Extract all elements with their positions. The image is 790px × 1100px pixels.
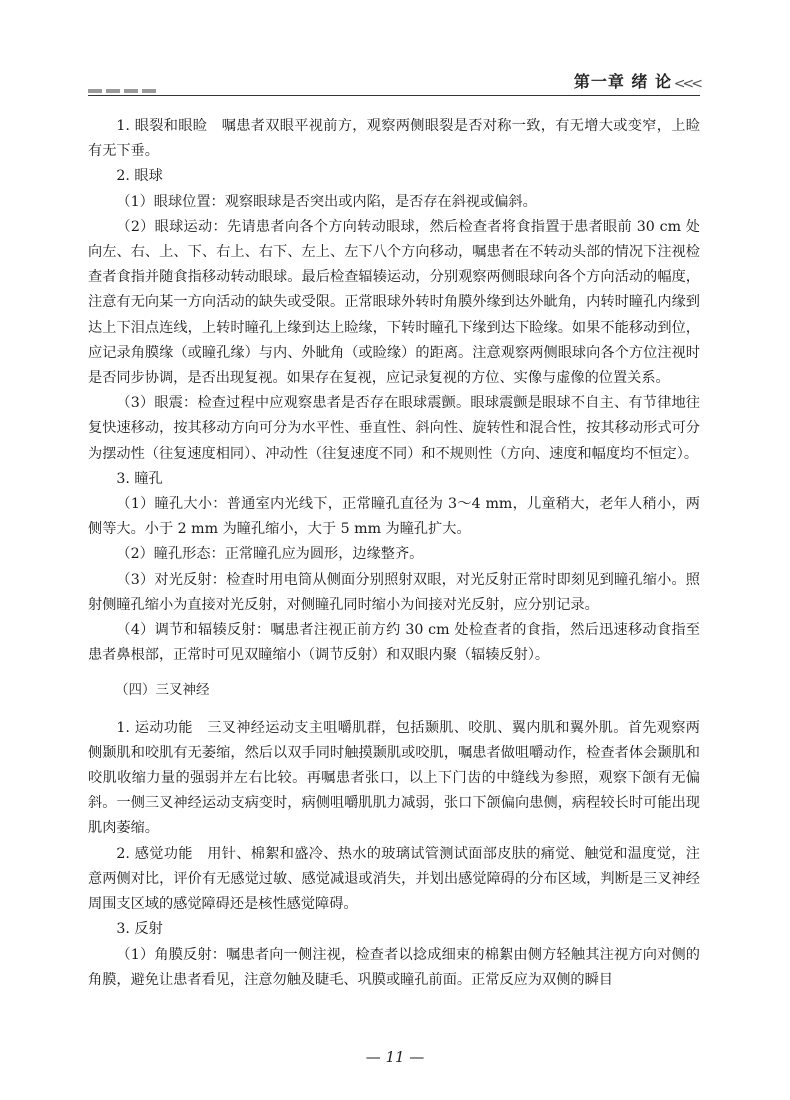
section-heading: （四）三叉神经 bbox=[115, 682, 210, 699]
paragraph: 2. 感觉功能 用针、棉絮和盛冷、热水的玻璃试管测试面部皮肤的痛觉、触觉和温度觉，注意两侧对比，评价有无感觉过敏、感觉减退或消失，并划出感觉障碍的分布区域，判断是三叉神经周围支区域的感觉障碍还是核性感觉障碍。 bbox=[88, 845, 700, 913]
paragraph: 3. 反射 bbox=[116, 921, 163, 938]
paragraph: （2）眼球运动：先请患者向各个方向转动眼球，然后检查者将食指置于患者眼前 30 cm 处向左、右、上、下、右上、右下、左上、左下八个方向移动，嘱患者在不转动头部的情况下注视检查者食指并随食指移动转动眼球。最后检查辐辏运动，分别观察两侧眼球向各个方向活动的幅度，注意有无向某一方向活动的缺失或受限。正常眼球外转时角膜外缘到达外眦角，内转时瞳孔内缘到达上下泪点连线，上转时瞳孔上缘到达上睑缘，下转时瞳孔下缘到达下睑缘。如果不能移动到位，应记录角膜缘（或瞳孔缘）与内、外眦角（或睑缘）的距离。注意观察两侧眼球向各个方位注视时是否同步协调，是否出现复视。如果存在复视，应记录复视的方位、实像与虚像的位置关系。 bbox=[88, 218, 700, 387]
page-body bbox=[88, 114, 700, 993]
paragraph: 3. 瞳孔 bbox=[116, 470, 163, 487]
paragraph: （4）调节和辐辏反射：嘱患者注视正前方约 30 cm 处检查者的食指，然后迅速移动食指至患者鼻根部，正常时可见双瞳缩小（调节反射）和双眼内聚（辐辏反射）。 bbox=[88, 622, 700, 664]
paragraph: （1）瞳孔大小：普通室内光线下，正常瞳孔直径为 3～4 mm，儿童稍大，老年人稍小，两侧等大。小于 2 mm 为瞳孔缩小，大于 5 mm 为瞳孔扩大。 bbox=[88, 496, 700, 538]
header-rule bbox=[88, 95, 700, 96]
chapter-title: 第一章 绪 论 bbox=[573, 72, 672, 91]
header-decoration bbox=[88, 89, 158, 93]
paragraph: 2. 眼球 bbox=[116, 168, 163, 185]
paragraph: （3）对光反射：检查时用电筒从侧面分别照射双眼，对光反射正常时即刻见到瞳孔缩小。照射侧瞳孔缩小为直接对光反射，对侧瞳孔同时缩小为间接对光反射，应分别记录。 bbox=[88, 571, 700, 613]
page-number: — 11 — bbox=[365, 1048, 425, 1066]
paragraph: （3）眼震：检查过程中应观察患者是否存在眼球震颤。眼球震颤是眼球不自主、有节律地往复快速移动，按其移动方向可分为水平性、垂直性、斜向性、旋转性和混合性，按其移动形式可分为摆动性（往复速度相同）、冲动性（往复速度不同）和不规则性（方向、速度和幅度均不恒定）。 bbox=[88, 395, 700, 462]
paragraph: （1）角膜反射：嘱患者向一侧注视，检查者以捻成细束的棉絮由侧方轻触其注视方向对侧的角膜，避免让患者看见，注意勿触及睫毛、巩膜或瞳孔前面。正常反应为双侧的瞬目 bbox=[88, 946, 700, 988]
paragraph: 1. 眼裂和眼睑 嘱患者双眼平视前方，观察两侧眼裂是否对称一致，有无增大或变窄，上睑有无下垂。 bbox=[88, 118, 700, 160]
running-header bbox=[88, 70, 700, 96]
paragraph: 1. 运动功能 三叉神经运动支主咀嚼肌群，包括颞肌、咬肌、翼内肌和翼外肌。首先观察两侧颞肌和咬肌有无萎缩，然后以双手同时触摸颞肌或咬肌，嘱患者做咀嚼动作，检查者体会颞肌和咬肌收缩力量的强弱并左右比较。再嘱患者张口，以上下门齿的中缝线为参照，观察下颌有无偏斜。一侧三叉神经运动支病变时，病侧咀嚼肌肌力减弱，张口下颌偏向患侧，病程较长时可能出现肌肉萎缩。 bbox=[88, 719, 700, 837]
paragraph: （1）眼球位置：观察眼球是否突出或内陷，是否存在斜视或偏斜。 bbox=[116, 193, 537, 210]
chevron-left-icon: <<< bbox=[673, 76, 700, 92]
paragraph: （2）瞳孔形态：正常瞳孔应为圆形，边缘整齐。 bbox=[116, 546, 424, 563]
